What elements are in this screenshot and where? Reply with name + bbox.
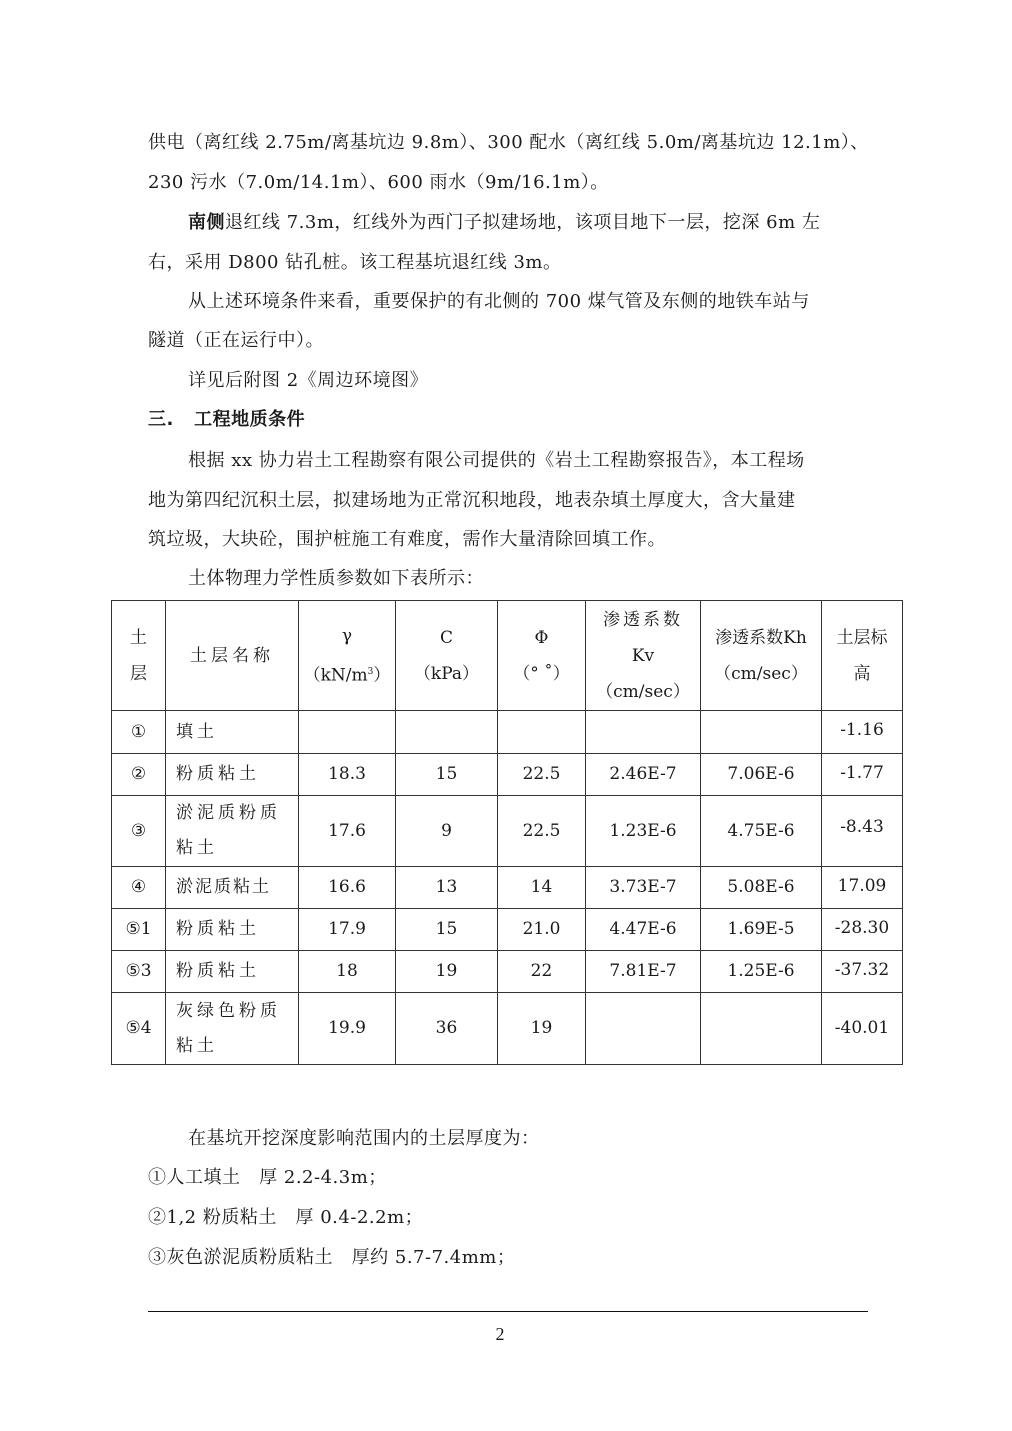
cell-gamma: 17.9 <box>299 909 396 951</box>
cell-kv: 2.46E-7 <box>586 754 701 796</box>
cell-kh: 1.69E-5 <box>701 909 822 951</box>
cell-layer: ⑤1 <box>112 909 166 951</box>
paragraph-line: 230 污水（7.0m/14.1m）、600 雨水（9m/16.1m）。 <box>148 172 609 193</box>
header-elevation: 土层标 高 <box>822 601 903 711</box>
paragraph-line: 地为第四纪沉积土层，拟建场地为正常沉积地段，地表杂填土厚度大，含大量建 <box>148 490 796 511</box>
paragraph-line: 筑垃圾，大块砼，围护桩施工有难度，需作大量清除回填工作。 <box>148 529 666 550</box>
header-name: 土层名称 <box>166 601 299 711</box>
cell-gamma <box>299 711 396 754</box>
table-row <box>112 867 903 909</box>
paragraph-south-side <box>188 211 820 235</box>
cell-layer: ④ <box>112 867 166 909</box>
cell-kv: 1.23E-6 <box>586 796 701 867</box>
cell-c <box>396 711 498 754</box>
cell-layer: ⑤4 <box>112 993 166 1065</box>
cell-gamma: 16.6 <box>299 867 396 909</box>
footer-divider <box>148 1311 868 1312</box>
cell-c: 15 <box>396 754 498 796</box>
thickness-intro: 在基坑开挖深度影响范围内的土层厚度为： <box>188 1128 540 1149</box>
cell-phi: 22.5 <box>498 796 586 867</box>
paragraph-line: 详见后附图 2《周边环境图》 <box>188 370 429 391</box>
cell-gamma: 19.9 <box>299 993 396 1065</box>
cell-phi: 19 <box>498 993 586 1065</box>
paragraph-line: 右，采用 D800 钻孔桩。该工程基坑退红线 3m。 <box>148 252 562 273</box>
table-caption: 土体物理力学性质参数如下表所示： <box>188 568 484 589</box>
cell-elevation: -1.16 <box>822 711 903 754</box>
header-phi: Φ （° ˚） <box>498 601 586 711</box>
cell-name: 淤泥质粘土 <box>166 867 299 909</box>
cell-kv <box>586 993 701 1065</box>
cell-elevation: -1.77 <box>822 754 903 796</box>
paragraph-line: 从上述环境条件来看，重要保护的有北侧的 700 煤气管及东侧的地铁车站与 <box>188 291 810 312</box>
cell-kh: 1.25E-6 <box>701 951 822 993</box>
cell-elevation: -28.30 <box>822 909 903 951</box>
cell-c: 15 <box>396 909 498 951</box>
cell-kv <box>586 711 701 754</box>
cell-kh <box>701 993 822 1065</box>
paragraph-text: 退红线 7.3m，红线外为西门子拟建场地，该项目地下一层，挖深 6m 左 <box>225 212 821 233</box>
cell-kh <box>701 711 822 754</box>
table-row <box>112 909 903 951</box>
cell-elevation: -37.32 <box>822 951 903 993</box>
cell-phi: 21.0 <box>498 909 586 951</box>
header-kh: 渗透系数Kh （cm/sec） <box>701 601 822 711</box>
cell-gamma: 18 <box>299 951 396 993</box>
thickness-item: ①人工填土 厚 2.2-4.3m； <box>148 1167 387 1188</box>
cell-name: 灰绿色粉质粘土 <box>166 993 299 1065</box>
header-layer: 土 层 <box>112 601 166 711</box>
cell-layer: ⑤3 <box>112 951 166 993</box>
thickness-item: ②1,2 粉质粘土 厚 0.4-2.2m； <box>148 1207 424 1228</box>
cell-kv: 3.73E-7 <box>586 867 701 909</box>
cell-name: 淤泥质粉质粘土 <box>166 796 299 867</box>
cell-gamma: 18.3 <box>299 754 396 796</box>
cell-kh: 4.75E-6 <box>701 796 822 867</box>
table-row <box>112 951 903 993</box>
cell-gamma: 17.6 <box>299 796 396 867</box>
paragraph-line: 供电（离红线 2.75m/离基坑边 9.8m）、300 配水（离红线 5.0m/离基坑边 12.1m）、 <box>148 132 869 153</box>
cell-kv: 4.47E-6 <box>586 909 701 951</box>
cell-kv: 7.81E-7 <box>586 951 701 993</box>
cell-c: 36 <box>396 993 498 1065</box>
cell-phi: 22 <box>498 951 586 993</box>
cell-name: 粉质粘土 <box>166 754 299 796</box>
header-cohesion: C （kPa） <box>396 601 498 711</box>
cell-phi <box>498 711 586 754</box>
cell-elevation: -40.01 <box>822 993 903 1065</box>
cell-kh: 7.06E-6 <box>701 754 822 796</box>
section-heading: 三. 工程地质条件 <box>148 409 306 430</box>
cell-layer: ① <box>112 711 166 754</box>
cell-phi: 22.5 <box>498 754 586 796</box>
cell-c: 9 <box>396 796 498 867</box>
cell-layer: ③ <box>112 796 166 867</box>
cell-elevation: -8.43 <box>822 796 903 867</box>
thickness-item: ③灰色淤泥质粉质粘土 厚约 5.7-7.4mm； <box>148 1247 516 1268</box>
paragraph-line: 根据 xx 协力岩土工程勘察有限公司提供的《岩土工程勘察报告》，本工程场 <box>188 450 805 471</box>
page-number: 2 <box>495 1324 505 1344</box>
table-row <box>112 754 903 796</box>
cell-phi: 14 <box>498 867 586 909</box>
cell-c: 13 <box>396 867 498 909</box>
cell-kh: 5.08E-6 <box>701 867 822 909</box>
cell-name: 填土 <box>166 711 299 754</box>
header-kv: 渗透系数 Kv （cm/sec） <box>586 601 701 711</box>
table-row <box>112 993 903 1065</box>
soil-properties-table <box>111 600 903 1065</box>
bold-label-south: 南侧 <box>188 212 225 233</box>
table-header-row <box>112 601 903 711</box>
cell-elevation: 17.09 <box>822 867 903 909</box>
cell-name: 粉质粘土 <box>166 909 299 951</box>
table-row <box>112 796 903 867</box>
paragraph-line: 隧道（正在运行中）。 <box>148 330 324 351</box>
header-gamma: γ $(kN/m^3)$ <box>299 601 396 711</box>
cell-name: 粉质粘土 <box>166 951 299 993</box>
cell-layer: ② <box>112 754 166 796</box>
table-row <box>112 711 903 754</box>
cell-c: 19 <box>396 951 498 993</box>
